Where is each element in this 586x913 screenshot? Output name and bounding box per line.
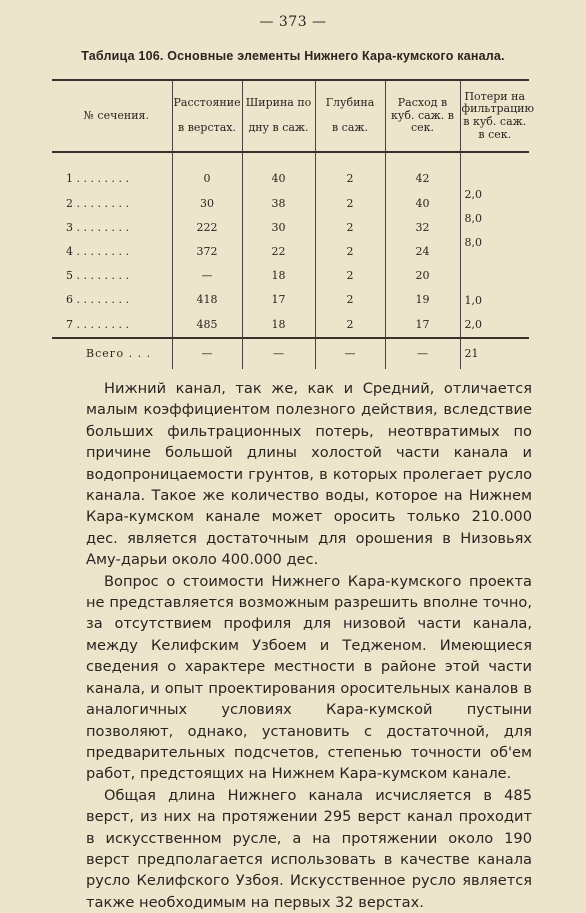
table-total-row [52,338,529,369]
cell-total-width: — [242,338,315,369]
cell-depth: 2 [315,216,385,240]
table-row [52,192,529,216]
cell-distance: 485 [172,313,242,338]
cell-distance: — [172,265,242,289]
cell-distance: 222 [172,216,242,240]
cell-flow: 24 [385,241,460,265]
cell-flow: 17 [385,313,460,338]
paragraph: Общая длина Нижнего канала исчисляется в 485 верст, из них на протяжении 295 верст канал проходит в искусственном русле, а на протяжении около 190 верст предполагается использовать в качестве канала русло Келифского Узбоя. Искусственное русло является также необходимым на первых 32 верстах. [86,786,532,911]
cell-section: 1 . . . . . . . . [66,172,129,186]
header-flow: Расход в куб. саж. в сек. [385,80,460,152]
cell-width: 40 [242,152,315,192]
cell-width: 22 [242,241,315,265]
page-number: — 373 — [259,14,327,30]
paragraph: Нижний канал, так же, как и Средний, отличается малым коэффициентом полезного действия, вследствие больших фильтрационных потерь, неотвратимых по причине большой длины холостой части канала и водопроницаемости грунтов, в которых пролегает русло канала. Такое же количество воды, которое на Нижнем Кара-кумском канале может оросить только 210.000 дес. является достаточным для орошения в Низовьях Аму-дарьи около 400.000 дес. [86,380,532,569]
table-row [52,241,529,265]
table-header-row [52,80,529,152]
cell-total-distance: — [172,338,242,369]
table-row [52,216,529,240]
cell-distance: 0 [172,152,242,192]
header-section: № сечения. [52,80,172,152]
cell-section: 6 . . . . . . . . [66,293,129,307]
cell-width: 18 [242,265,315,289]
cell-depth: 2 [315,313,385,338]
cell-flow: 19 [385,289,460,313]
table-row [52,152,529,192]
cell-total-depth: — [315,338,385,369]
cell-depth: 2 [315,241,385,265]
cell-loss: 2,0 [464,318,482,331]
cell-total-loss: 21 [460,338,529,369]
canal-elements-table [52,79,535,369]
cell-distance: 418 [172,289,242,313]
cell-depth: 2 [315,192,385,216]
header-width: Ширина по дну в саж. [242,80,315,152]
header-depth: Глубина в саж. [315,80,385,152]
cell-depth: 2 [315,289,385,313]
paragraph: Вопрос о стоимости Нижнего Кара-кумского проекта не представляется возможным разрешить вполне точно, за отсутствием профиля для низовой части канала, между Келифским Узбоем и Тедженом. Имеющиеся сведения о характере местности в районе этой части канала, и опыт проектирования оросительных каналов в аналогичных условиях Кара-кумской пустыни позволяют, однако, установить с достаточной, для предварительных подсчетов, степенью точности об'ем работ, предстоящих на Нижнем Кара-кумском канале. [86,572,532,783]
cell-section: 5 . . . . . . . . [66,269,129,283]
cell-width: 18 [242,313,315,338]
cell-loss: 1,0 [464,294,482,307]
cell-distance: 372 [172,241,242,265]
cell-flow: 42 [385,152,460,192]
body-text [86,378,532,913]
cell-section: 2 . . . . . . . . [66,197,129,211]
cell-width: 38 [242,192,315,216]
cell-section: 3 . . . . . . . . [66,221,129,235]
cell-width: 30 [242,216,315,240]
cell-width: 17 [242,289,315,313]
cell-total-label: Всего . . . [52,338,172,369]
cell-total-flow: — [385,338,460,369]
cell-depth: 2 [315,152,385,192]
cell-flow: 20 [385,265,460,289]
table-row [52,313,529,338]
table-row [52,289,529,313]
cell-flow: 40 [385,192,460,216]
cell-section: 4 . . . . . . . . [66,245,129,259]
table-row [52,265,529,289]
cell-distance: 30 [172,192,242,216]
cell-loss: 8,0 [464,236,482,249]
header-loss: Потери на фильтрацию в куб. саж. в сек. [460,80,529,152]
cell-loss: 2,0 [464,188,482,201]
canal-elements-table-container [52,79,535,369]
cell-flow: 32 [385,216,460,240]
cell-section: 7 . . . . . . . . [66,317,129,331]
cell-depth: 2 [315,265,385,289]
header-distance: Расстояние в верстах. [172,80,242,152]
cell-loss: 8,0 [464,212,482,225]
table-title: Таблица 106. Основные элементы Нижнего Кара-кумского канала. [81,49,505,63]
cell-losses-column [460,152,529,338]
